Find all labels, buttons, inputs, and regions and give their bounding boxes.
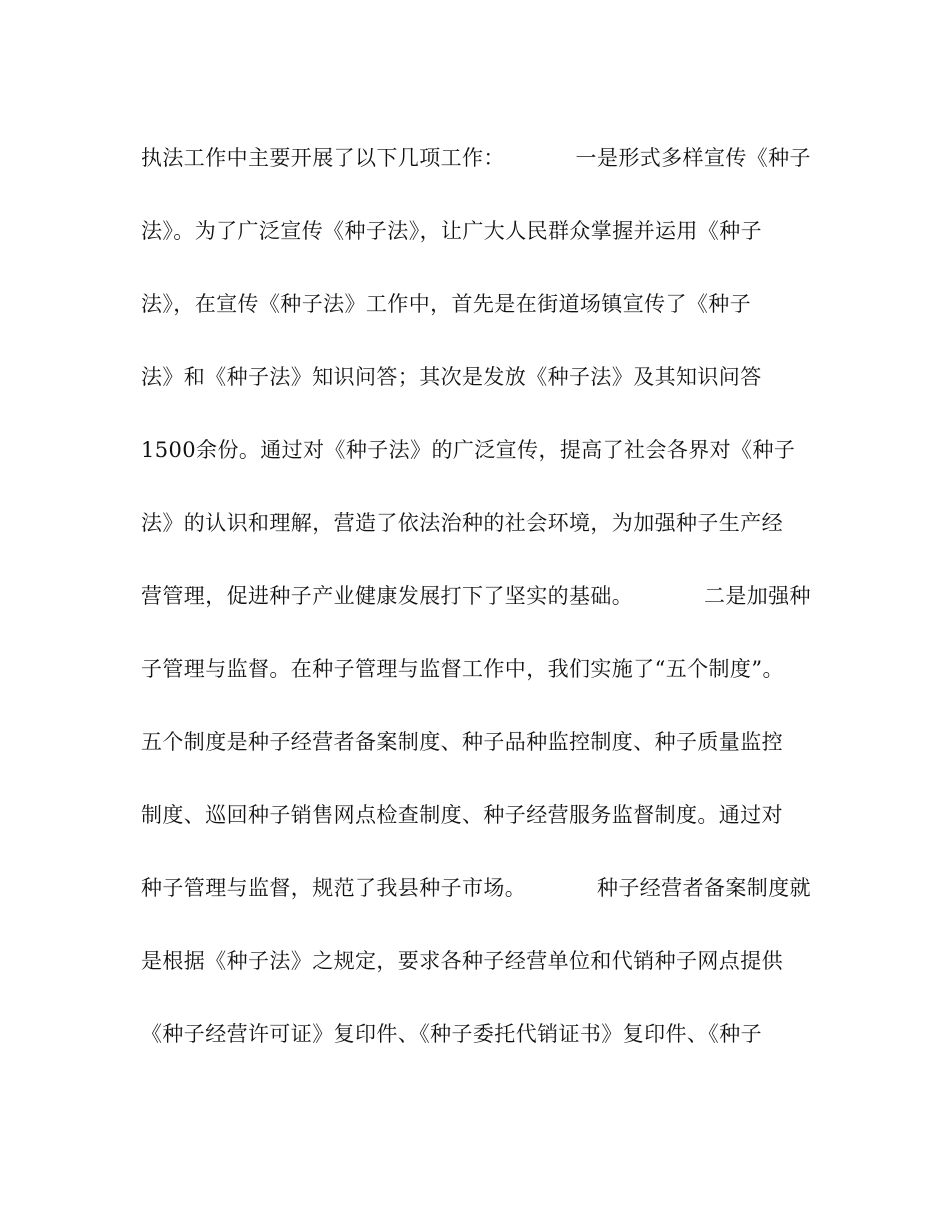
text-line: 种子管理与监督，规范了我县种子市场。 种子经营者备案制度就 xyxy=(141,876,811,900)
text-line: 子管理与监督。在种子管理与监督工作中，我们实施了“五个制度”。 xyxy=(141,657,784,681)
text-line: 五个制度是种子经营者备案制度、种子品种监控制度、种子质量监控 xyxy=(141,730,783,754)
body-text xyxy=(141,140,811,1089)
text-line: 法》的认识和理解，营造了依法治种的社会环境，为加强种子生产经 xyxy=(141,511,783,535)
text-line: 法》。为了广泛宣传《种子法》，让广大人民群众掌握并运用《种子 xyxy=(141,219,762,243)
text-line: 执法工作中主要开展了以下几项工作： 一是形式多样宣传《种子 xyxy=(141,146,811,170)
text-line: 1500余份。通过对《种子法》的广泛宣传，提高了社会各界对《种子 xyxy=(141,438,796,462)
text-line: 法》和《种子法》知识问答；其次是发放《种子法》及其知识问答 xyxy=(141,365,762,389)
text-line: 《种子经营许可证》复印件、《种子委托代销证书》复印件、《种子 xyxy=(141,1022,762,1046)
text-line: 营管理，促进种子产业健康发展打下了坚实的基础。 二是加强种 xyxy=(141,584,811,608)
text-line: 法》，在宣传《种子法》工作中，首先是在街道场镇宣传了《种子 xyxy=(141,292,752,316)
text-line: 制度、巡回种子销售网点检查制度、种子经营服务监督制度。通过对 xyxy=(141,803,783,827)
text-line: 是根据《种子法》之规定，要求各种子经营单位和代销种子网点提供 xyxy=(141,949,783,973)
